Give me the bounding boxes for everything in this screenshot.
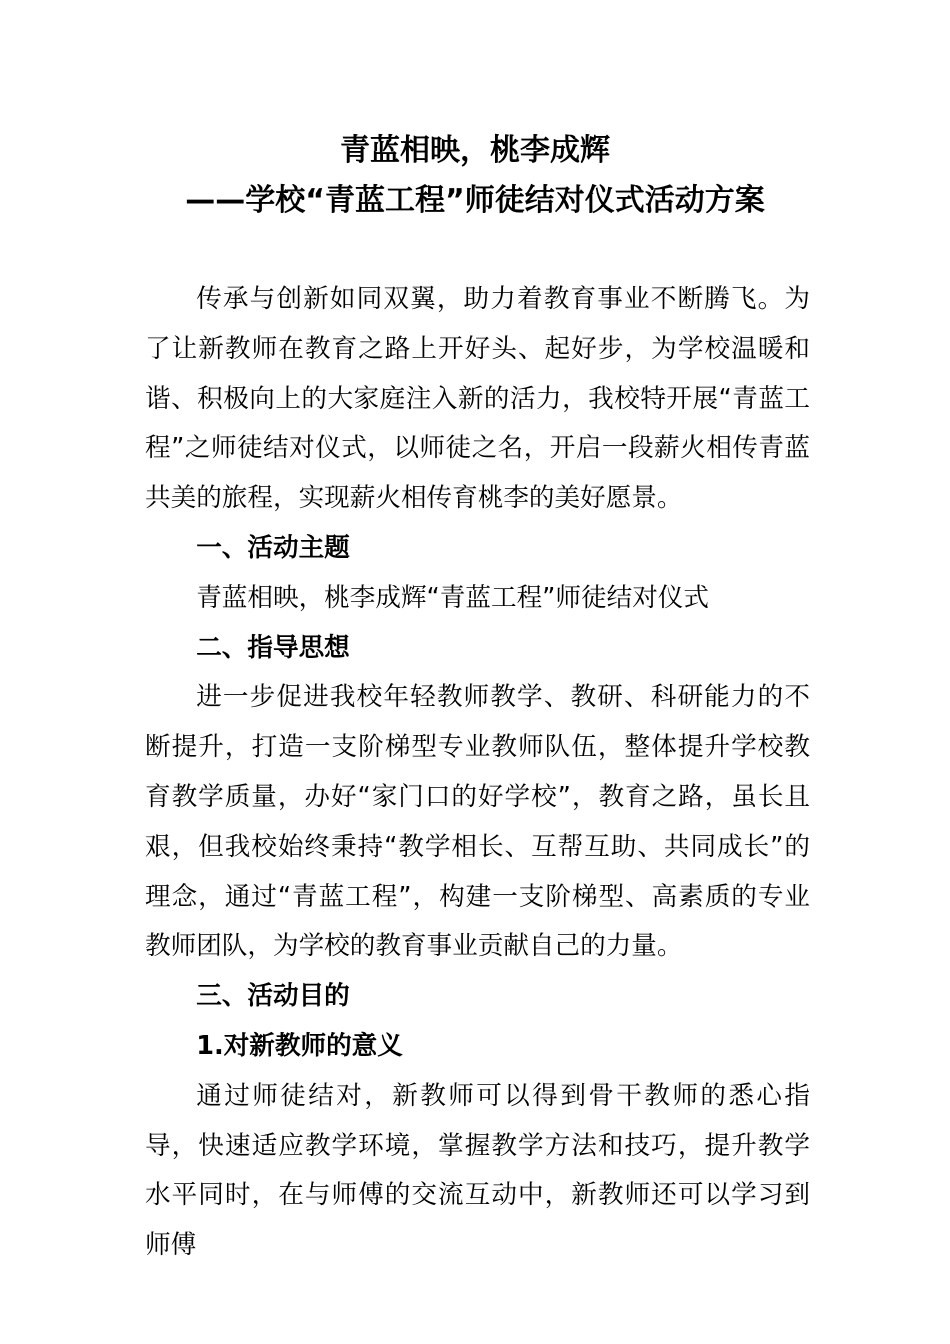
section-heading-theme: 一、活动主题 — [196, 532, 350, 563]
document-title: 青蓝相映，桃李成辉 — [340, 133, 610, 168]
document-body — [145, 275, 810, 1271]
intro-paragraph: 传承与创新如同双翼，助力着教育事业不断腾飞。为了让新教师在教育之路上开好头、起好步，为学校温暖和谐、积极向上的大家庭注入新的活力，我校特开展“青蓝工程”之师徒结对仪式，以师徒之名，开启一段薪火相传青蓝共美的旅程，实现薪火相传育桃李的美好愿景。 — [145, 284, 810, 514]
section-text-theme: 青蓝相映，桃李成辉“青蓝工程”师徒结对仪式 — [196, 582, 709, 613]
subsection-text-new-teachers: 通过师徒结对，新教师可以得到骨干教师的悉心指导，快速适应教学环境，掌握教学方法和技巧，提升教学水平同时，在与师傅的交流互动中，新教师还可以学习到师傅 — [145, 1080, 810, 1261]
section-heading-guiding-idea: 二、指导思想 — [196, 632, 350, 663]
section-heading-purpose: 三、活动目的 — [196, 981, 350, 1012]
section-text-guiding-idea: 进一步促进我校年轻教师教学、教研、科研能力的不断提升，打造一支阶梯型专业教师队伍，整体提升学校教育教学质量，办好“家门口的好学校”，教育之路，虽长且艰，但我校始终秉持“教学相长、互帮互助、共同成长”的理念，通过“青蓝工程”，构建一支阶梯型、高素质的专业教师团队，为学校的教育事业贡献自己的力量。 — [145, 682, 810, 962]
document-subtitle: ——学校“青蓝工程”师徒结对仪式活动方案 — [185, 183, 765, 218]
subsection-heading-new-teachers: 1.对新教师的意义 — [196, 1030, 403, 1061]
